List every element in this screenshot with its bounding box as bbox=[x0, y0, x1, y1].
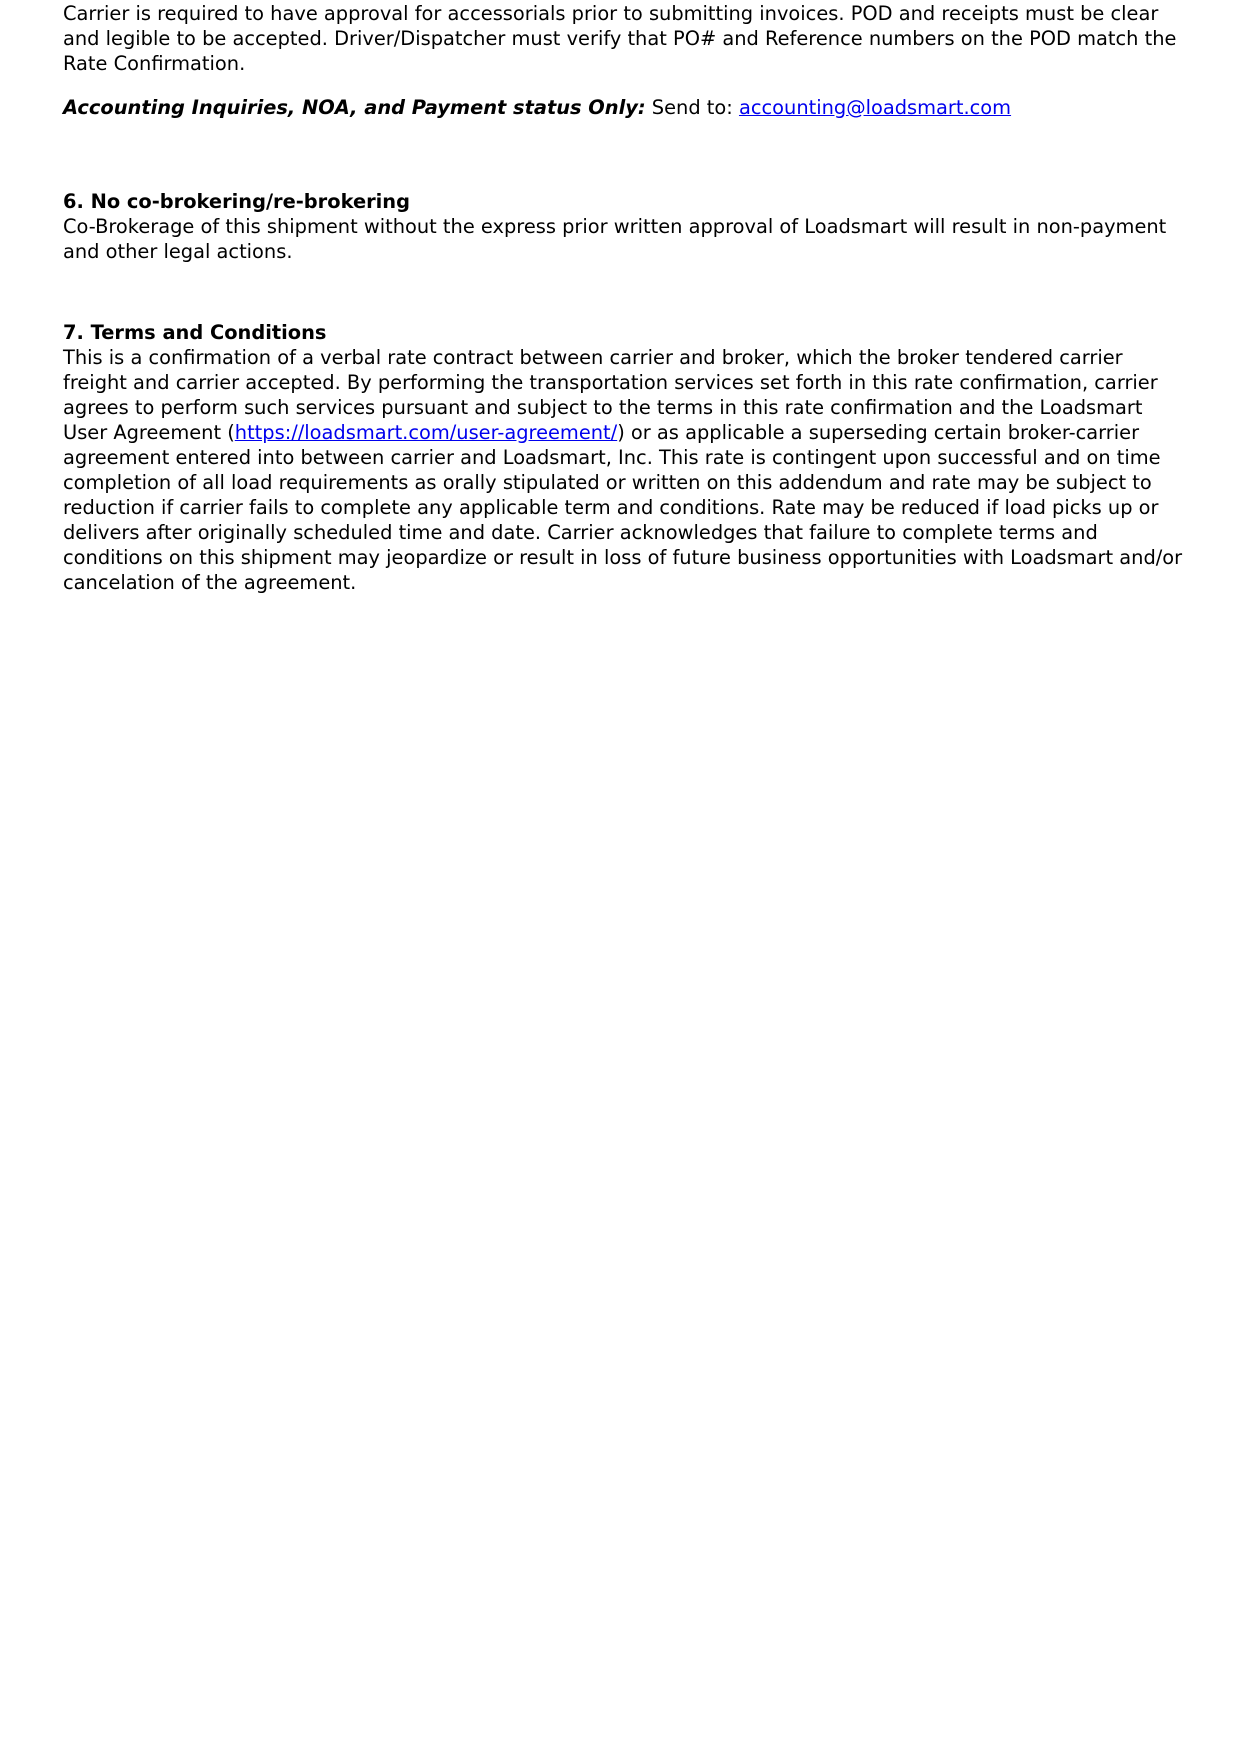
section-7-body-part2: ) or as applicable a superseding certain broker-carrier agreement entered into between carrier and Loadsmart, Inc. This rate is contingent upon successful and on time completion of all load requirements as orally stipulated or written on this addendum and rate may be subject to reduction if carrier fails to complete any applicable term and conditions. Rate may be reduced if load picks up or delivers after originally scheduled time and date. Carrier acknowledges that failure to complete terms and conditions on this shipment may jeopardize or result in loss of future business opportunities with Loadsmart and/or cancelation of the agreement. bbox=[63, 421, 1183, 594]
accessorials-paragraph: Carrier is required to have approval for accessorials prior to submitting invoices. POD and receipts must be clear and legible to be accepted. Driver/Dispatcher must verify that PO# and Reference numbers on the POD match the Rate Confirmation. bbox=[63, 2, 1177, 75]
section-7-heading: 7. Terms and Conditions bbox=[63, 321, 327, 344]
accounting-email-link[interactable]: accounting@loadsmart.com bbox=[738, 96, 1012, 119]
section-7-body-part1: This is a confirmation of a verbal rate contract between carrier and broker, which the broker tendered carrier freight and carrier accepted. By performing the transportation services set forth in this rate confirmation, carrier agrees to perform such services pursuant and subject to the terms in this rate confirmation and the Loadsmart User Agreement ( bbox=[63, 346, 1158, 444]
user-agreement-link[interactable]: https://loadsmart.com/user-agreement/ bbox=[234, 421, 618, 444]
document-body bbox=[63, 0, 1183, 595]
accounting-contact-line bbox=[63, 95, 1183, 120]
section-6-body: Co-Brokerage of this shipment without the express prior written approval of Loadsmart will result in non-payment and other legal actions. bbox=[63, 215, 1167, 263]
send-to-text: Send to: bbox=[645, 96, 739, 119]
section-6-heading: 6. No co-brokering/re-brokering bbox=[63, 190, 410, 213]
section-7-body bbox=[63, 345, 1183, 595]
accounting-label: Accounting Inquiries, NOA, and Payment status Only: bbox=[63, 96, 646, 119]
section-no-co-brokering bbox=[63, 189, 1183, 264]
section-terms-and-conditions bbox=[63, 320, 1183, 595]
